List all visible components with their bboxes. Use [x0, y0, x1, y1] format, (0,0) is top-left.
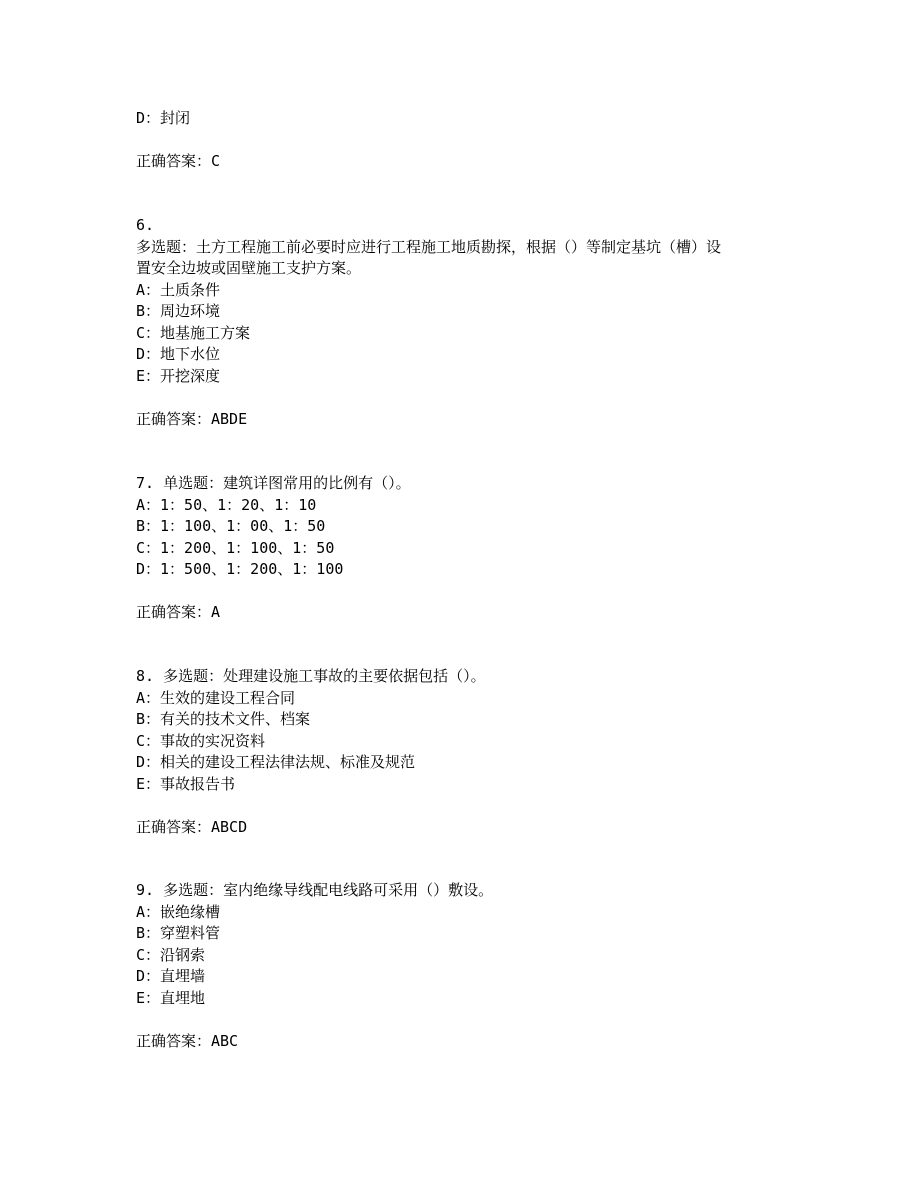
option-b: B：穿塑料管: [136, 924, 221, 942]
option-b: B：1：100、1：00、1：50: [136, 517, 326, 535]
answer-7: 正确答案：A: [136, 603, 221, 621]
option-c: C：1：200、1：100、1：50: [136, 538, 335, 557]
option-c: C：沿钢索: [136, 945, 206, 964]
question-6: [136, 215, 796, 387]
prev-answer: 正确答案：C: [136, 152, 221, 170]
question-stem: 8. 多选题：处理建设施工事故的主要依据包括（）。: [136, 667, 486, 685]
prev-question-tail: [136, 108, 796, 130]
question-stem: 7. 单选题：建筑详图常用的比例有（）。: [136, 474, 411, 492]
option-b: B：周边环境: [136, 302, 221, 320]
option-e: E：直埋地: [136, 988, 206, 1007]
question-8: [136, 666, 796, 795]
option-d: D：直埋墙: [136, 967, 206, 985]
question-9: [136, 880, 796, 1009]
question-number: 6.: [136, 216, 155, 234]
option-b: B：有关的技术文件、档案: [136, 710, 311, 728]
answer-6: 正确答案：ABDE: [136, 410, 248, 428]
question-stem: 9. 多选题：室内绝缘导线配电线路可采用（）敷设。: [136, 881, 494, 899]
option-a: A：土质条件: [136, 280, 221, 299]
option-e: E：开挖深度: [136, 366, 221, 385]
option-a: A：1：50、1：20、1：10: [136, 495, 317, 514]
option-d: D：地下水位: [136, 345, 221, 363]
question-7: [136, 473, 796, 581]
option-a: A：嵌绝缘槽: [136, 902, 221, 921]
option-c: C：事故的实况资料: [136, 731, 266, 750]
option-a: A：生效的建设工程合同: [136, 688, 296, 707]
question-stem: 多选题：土方工程施工前必要时应进行工程施工地质勘探，根据（）等制定基坑（槽）设: [136, 237, 722, 256]
question-stem-cont: 置安全边坡或固壁施工支护方案。: [136, 259, 362, 277]
option-c: C：地基施工方案: [136, 323, 251, 342]
option-d: D：相关的建设工程法律法规、标准及规范: [136, 753, 416, 771]
answer-8: 正确答案：ABCD: [136, 818, 248, 836]
option-e: E：事故报告书: [136, 774, 236, 793]
option-d: D：封闭: [136, 109, 191, 127]
option-d: D：1：500、1：200、1：100: [136, 560, 344, 578]
answer-9: 正确答案：ABC: [136, 1032, 239, 1050]
